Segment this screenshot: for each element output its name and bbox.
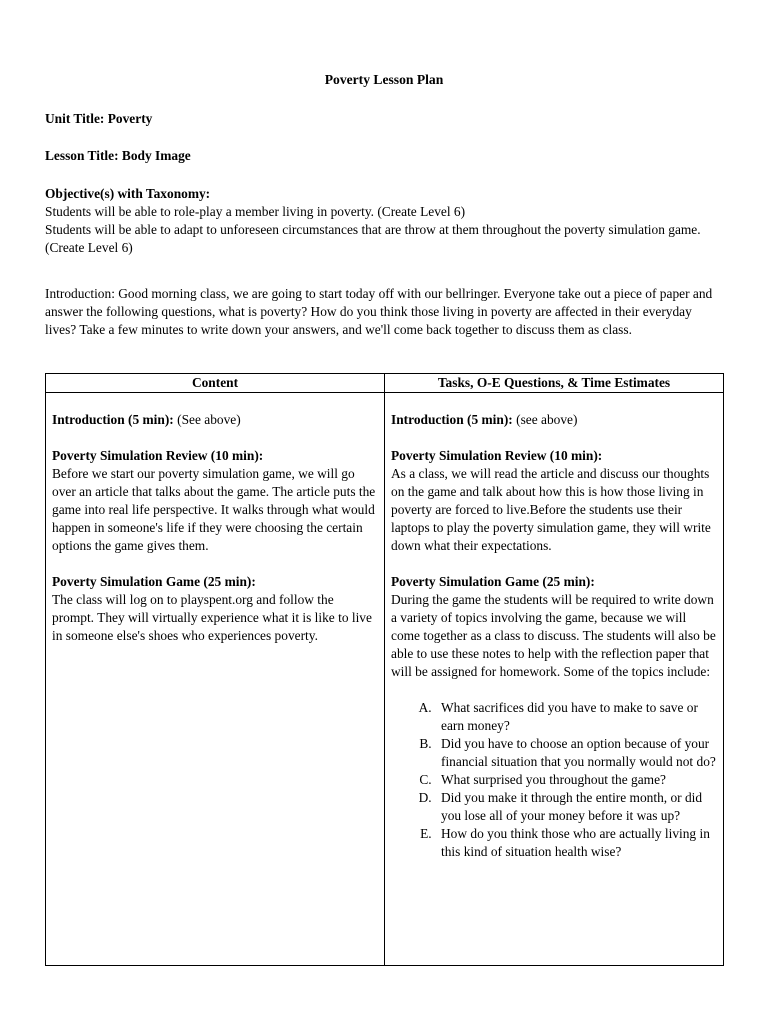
objective-item: Students will be able to role-play a member living in poverty. (Create Level 6) [45,204,466,219]
objectives-section [45,185,725,257]
list-item: D. Did you make it through the entire month, or did you lose all of your money before it was up? [435,789,717,825]
unit-title: Unit Title: Poverty [45,111,153,126]
section-label: Poverty Simulation Game (25 min): [52,574,256,589]
section-text: The class will log on to playspent.org and follow the prompt. They will virtually experience what it is like to live in someone else's shoes who experiences poverty. [52,592,372,643]
tasks-game [391,573,717,861]
content-cell [46,393,385,966]
content-game [52,573,378,645]
table-row [46,393,724,966]
objectives-heading: Objective(s) with Taxonomy: [45,186,211,201]
objective-item: Students will be able to adapt to unforeseen circumstances that are throw at them throughout the poverty simulation game. (Create Level 6) [45,222,701,255]
list-item: A. What sacrifices did you have to make to save or earn money? [435,699,717,735]
list-item: B. Did you have to choose an option because of your financial situation that you normally would not do? [435,735,717,771]
section-label: Introduction (5 min): [52,412,174,427]
section-text: (see above) [512,412,578,427]
header-tasks: Tasks, O-E Questions, & Time Estimates [385,374,724,393]
lesson-title: Lesson Title: Body Image [45,148,191,163]
introduction-paragraph: Introduction: Good morning class, we are going to start today off with our bellringer. Everyone take out a piece of paper and answer the following questions, what is poverty? How do you think those living in poverty are affected in their everyday lives? Take a few minutes to write down your answers, and we'll come back together to discuss them as class. [45,286,713,337]
tasks-review [391,447,717,555]
tasks-introduction [391,411,717,429]
section-label: Poverty Simulation Review (10 min): [391,448,603,463]
table-header-row [46,374,724,393]
section-label: Poverty Simulation Review (10 min): [52,448,264,463]
section-label: Introduction (5 min): [391,412,513,427]
lesson-plan-table [45,373,724,966]
content-introduction [52,411,378,429]
header-content: Content [46,374,385,393]
document-title: Poverty Lesson Plan [324,72,444,87]
list-item: E. How do you think those who are actually living in this kind of situation health wise? [435,825,717,861]
section-label: Poverty Simulation Game (25 min): [391,574,595,589]
section-text: During the game the students will be required to write down a variety of topics involving the game, because we will come together as a class to discuss. The students will also be able to use these notes to help with the reflection paper that will be assigned for homework. Some of the topics include: [391,592,716,679]
topics-list [391,699,717,861]
list-item: C. What surprised you throughout the game? [435,771,717,789]
section-text: As a class, we will read the article and discuss our thoughts on the game and talk about how this is how those living in poverty are forced to live.Before the students use their laptops to play the poverty simulation game, they will write down what their expectations. [391,466,711,553]
section-text: Before we start our poverty simulation game, we will go over an article that talks about the game. The article puts the game into real life perspective. It walks through what would happen in someone's life if they were choosing the certain options the game gives them. [52,466,376,553]
section-text: (See above) [173,412,241,427]
content-review [52,447,378,555]
tasks-cell [385,393,724,966]
